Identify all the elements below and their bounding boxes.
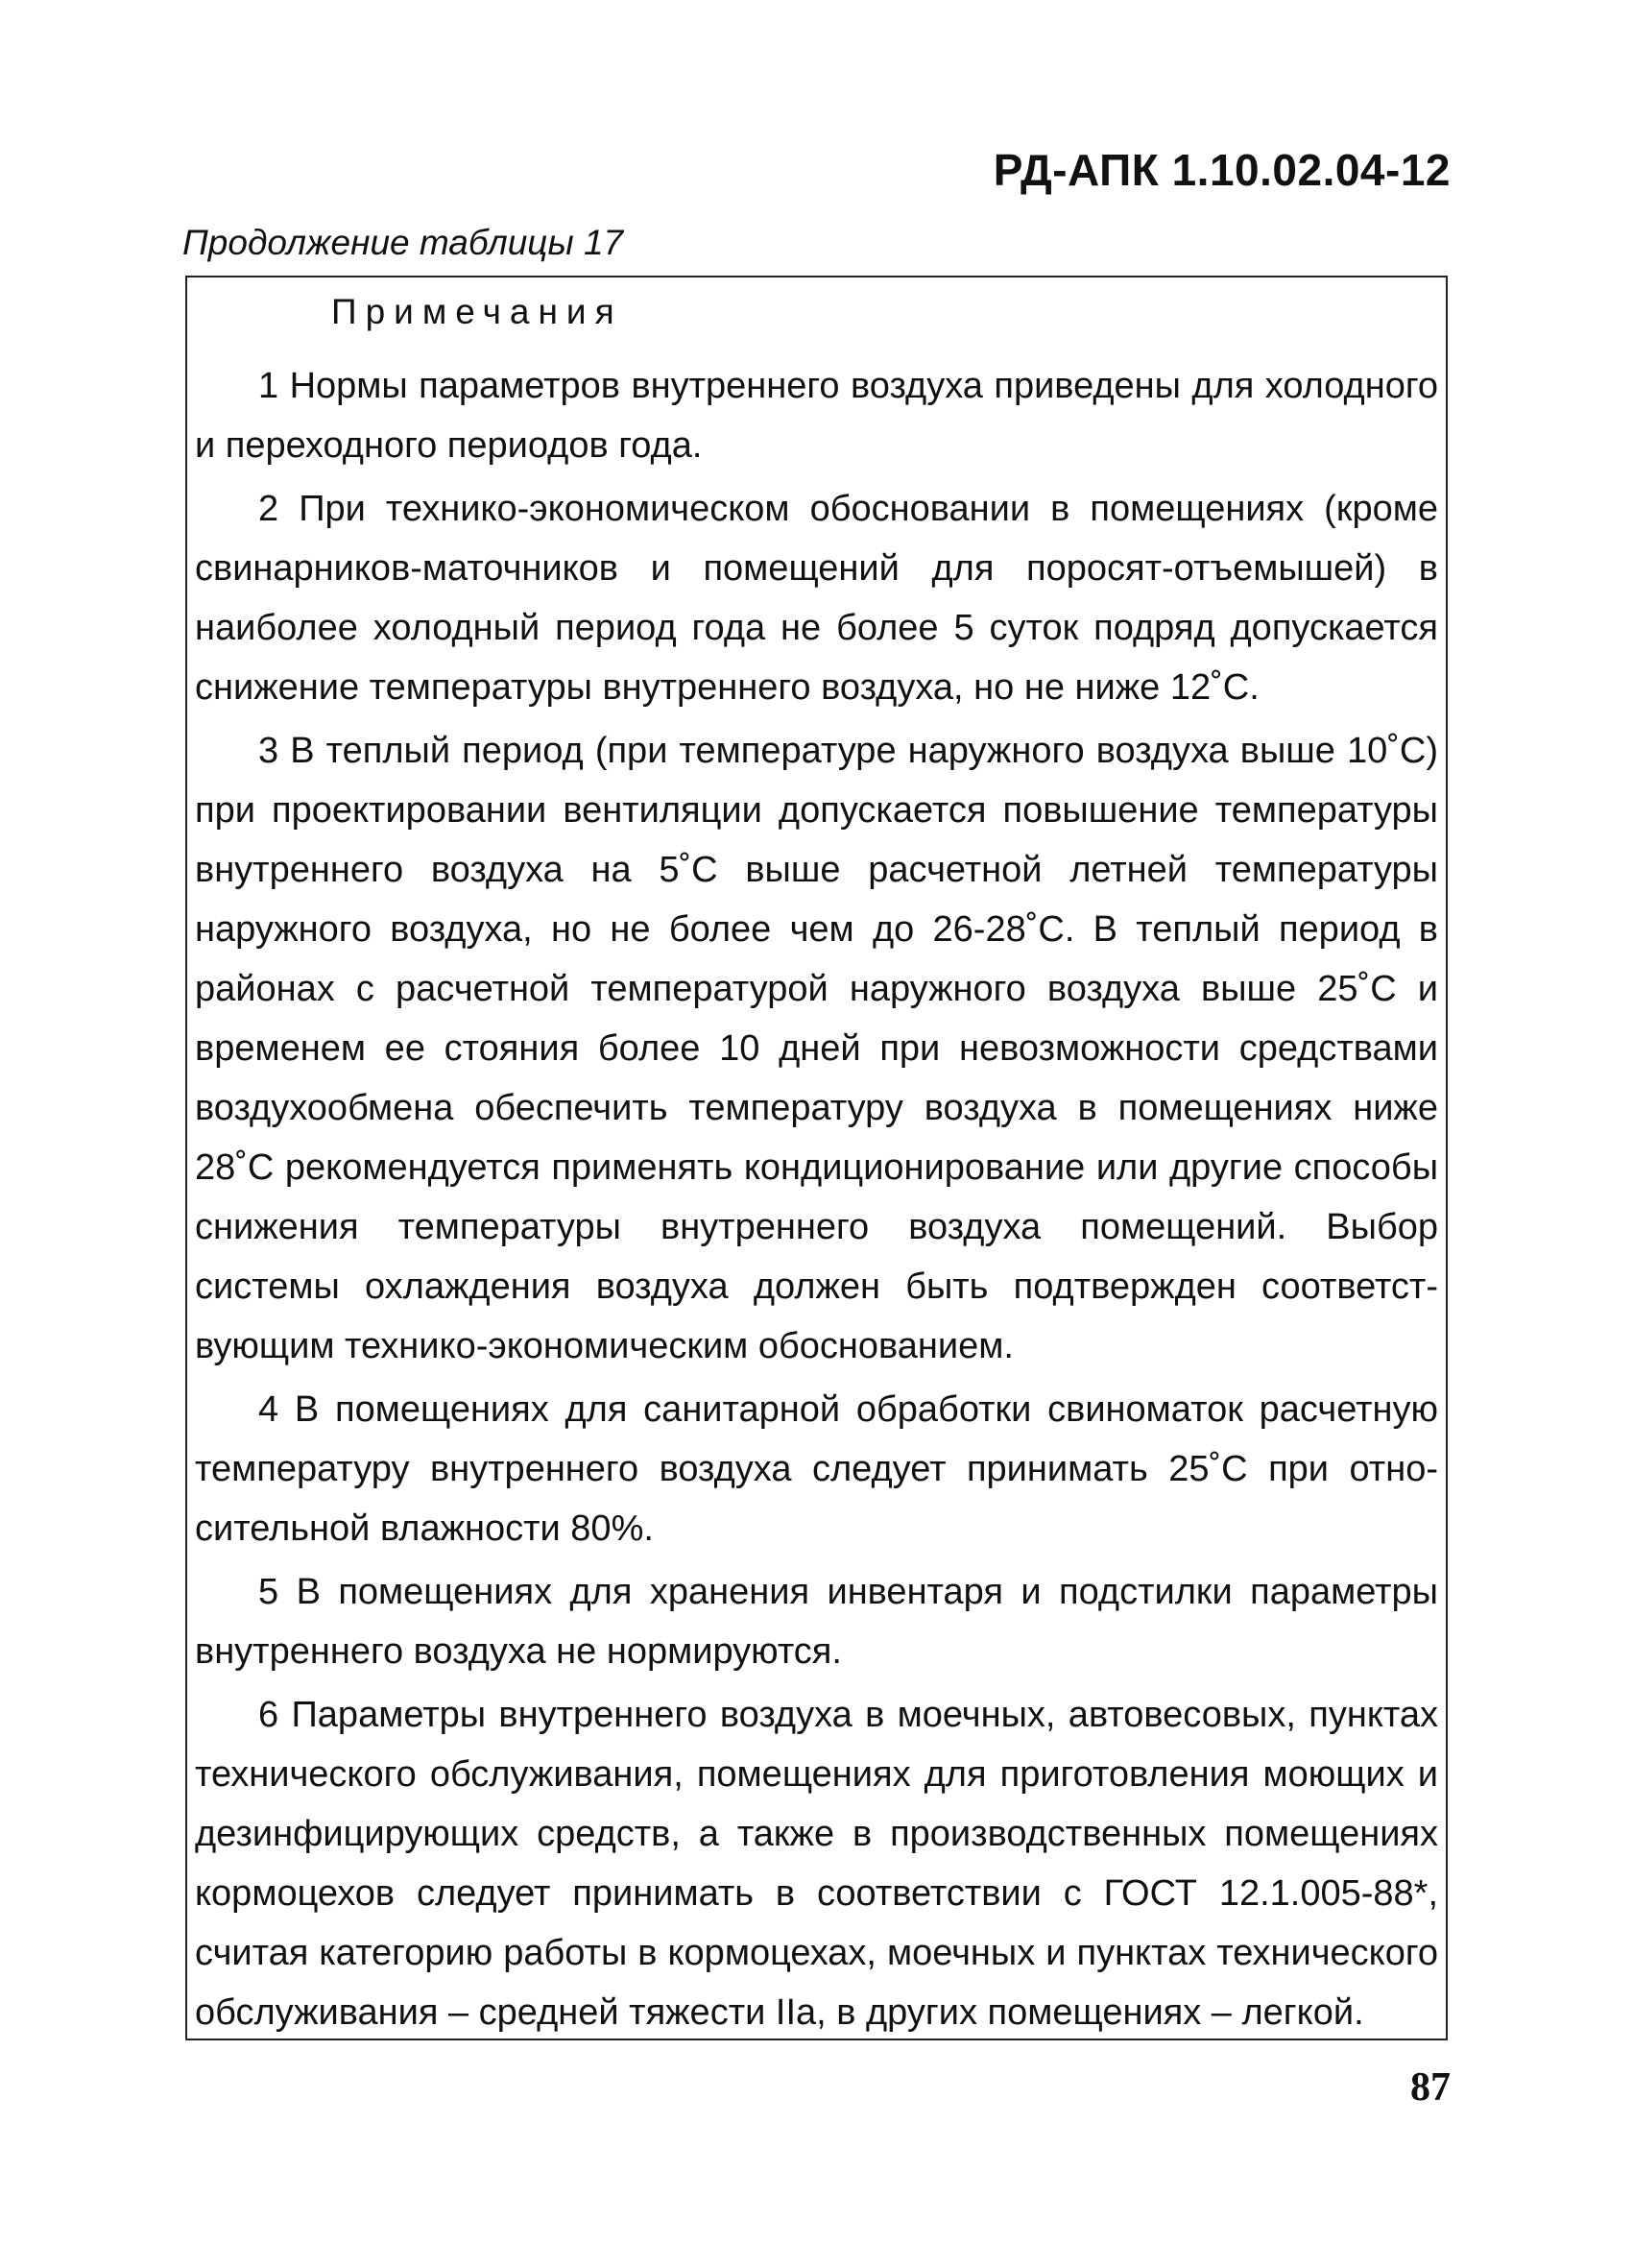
note-6: 6 Параметры внутреннего воздуха в моечных, автовесовых, пунктах технического обслуживания, помещениях для приготовления моющих и дезинфицирующих средств, а также в производственных помещениях кормоцехов следует принимать в соответствии с ГОСТ 12.1.005-88*, считая категорию работы в кормоцехах, моечных и пунктах технического обслуживания – средней тяжести IIа, в других помещениях – легкой. — [195, 1695, 1438, 2033]
note-1: 1 Нормы параметров внутреннего воздуха приведены для холодного и переходного периодов года. — [195, 366, 1438, 466]
document-code: РД-АПК 1.10.02.04-12 — [993, 145, 1451, 195]
note-2: 2 При технико-экономическом обосновании в помещениях (кроме свинарников-маточников и помещений для поросят-отъемышей) в наиболее холодный период года не более 5 суток подряд допускается снижение температуры внутреннего воздуха, но не ниже 12˚С. — [195, 489, 1438, 708]
note-5: 5 В помещениях для хранения инвентаря и подстилки параметры внутреннего воздуха не нормируются. — [195, 1572, 1438, 1672]
note-4: 4 В помещениях для санитарной обработки свиноматок расчетную температуру внутреннего воздуха следует принимать 25˚С при относительной влажности 80%. — [195, 1389, 1438, 1549]
table-continuation-caption: Продолжение таблицы 17 — [182, 223, 624, 262]
notes-table-cell — [185, 276, 1448, 2040]
notes-heading: Примечания — [331, 292, 623, 331]
page-number: 87 — [1410, 2065, 1451, 2110]
note-3: 3 В теплый период (при температуре наружного воздуха выше 10˚С) при проектировании вентиляции допускается повышение температуры внутреннего воздуха на 5˚С выше расчетной летней температуры наружного воздуха, но не более чем до 26-28˚С. В теплый период в районах с расчетной температурой наружного воздуха выше 25˚С и временем ее стояния более 10 дней при невозможности средствами воздухообмена обеспечить температуру воздуха в помещениях ниже 28˚С рекомендуется применять кондиционирование или другие способы снижения температуры внутреннего воздуха помещений. Выбор системы охлаждения воздуха должен быть подтвержден соответствующим технико-экономическим обоснованием. — [195, 731, 1438, 1366]
